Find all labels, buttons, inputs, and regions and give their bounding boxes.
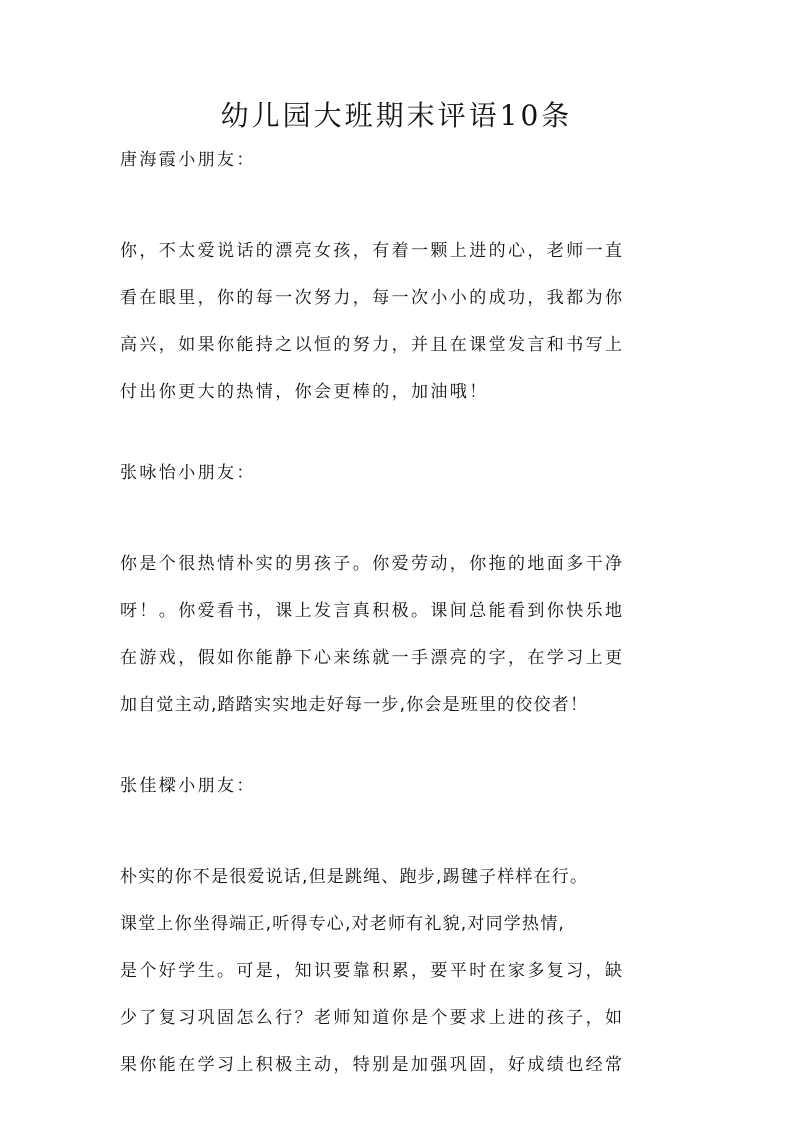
paragraph-line: 付出你更大的热情，你会更棒的，加油哦！ [120, 382, 489, 402]
paragraph-line: 在游戏，假如你能静下心来练就一手漂亮的字，在学习上更 [120, 648, 625, 668]
paragraph-line: 朴实的你不是很爱说话,但是跳绳、跑步,踢毽子样样在行。 [120, 867, 589, 887]
paragraph-line: 果你能在学习上积极主动，特别是加强巩固，好成绩也经常 [120, 1055, 625, 1075]
paragraph-line: 加自觉主动,踏踏实实地走好每一步,你会是班里的佼佼者！ [120, 695, 589, 715]
paragraph-line: 高兴，如果你能持之以恒的努力，并且在课堂发言和书写上 [120, 335, 625, 355]
paragraph-spacer [120, 804, 680, 859]
paragraph-line: 少了复习巩固怎么行？老师知道你是个要求上进的孩子，如 [120, 1008, 625, 1028]
document-body [120, 142, 680, 1083]
paragraph-line: 你，不太爱说话的漂亮女孩，有着一颗上进的心，老师一直 [120, 241, 625, 261]
paragraph-line: 你是个很热情朴实的男孩子。你爱劳动，你拖的地面多干净 [120, 554, 625, 574]
salutation-3: 张佳樑小朋友： [120, 776, 256, 796]
paragraph-line: 呀！。你爱看书，课上发言真积极。课间总能看到你快乐地 [120, 601, 625, 621]
paragraph-spacer [120, 178, 680, 233]
paragraph-line: 课堂上你坐得端正,听得专心,对老师有礼貌,对同学热情, [120, 914, 566, 934]
paragraph-spacer [120, 491, 680, 546]
document-title: 幼儿园大班期末评语10条 [220, 99, 573, 132]
paragraph-line: 是个好学生。可是，知识要靠积累，要平时在家多复习，缺 [120, 961, 625, 981]
paragraph-line: 看在眼里，你的每一次努力，每一次小小的成功，我都为你 [120, 288, 625, 308]
salutation-2: 张咏怡小朋友： [120, 463, 256, 483]
salutation-1: 唐海霞小朋友： [120, 150, 256, 170]
